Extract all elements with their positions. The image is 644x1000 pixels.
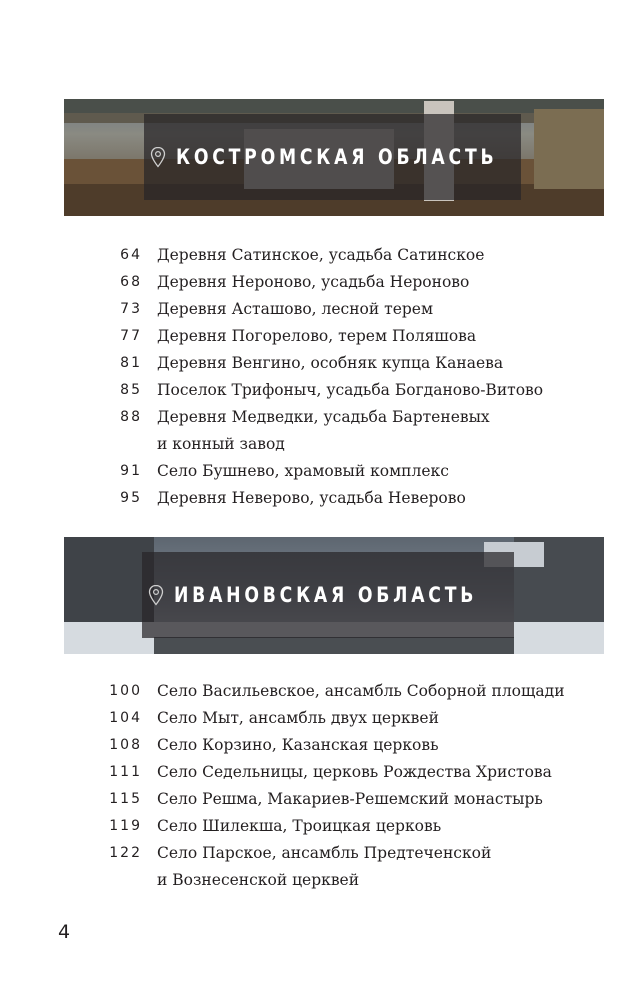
- toc-entry[interactable]: [0, 323, 644, 350]
- toc-entry[interactable]: [0, 242, 644, 269]
- entry-title-continuation: и Вознесенской церквей: [157, 871, 360, 889]
- toc-entry[interactable]: [0, 485, 644, 512]
- entry-page-number: 104: [109, 710, 142, 726]
- entry-title: Село Мыт, ансамбль двух церквей: [157, 709, 439, 727]
- entry-page-number: 115: [109, 791, 142, 807]
- toc-list-ivanovo: [0, 678, 644, 894]
- toc-entry[interactable]: [0, 759, 644, 786]
- entry-page-number: 77: [120, 328, 142, 344]
- location-pin-icon: [148, 584, 164, 606]
- toc-entry[interactable]: [0, 458, 644, 485]
- toc-entry[interactable]: [0, 296, 644, 323]
- toc-entry-continuation: [0, 431, 644, 458]
- entry-title: Деревня Венгино, особняк купца Канаева: [157, 354, 504, 372]
- toc-entry[interactable]: [0, 786, 644, 813]
- entry-page-number: 91: [120, 463, 142, 479]
- toc-entry[interactable]: [0, 350, 644, 377]
- entry-page-number: 122: [109, 845, 142, 861]
- section-banner-ivanovo: [64, 537, 604, 654]
- entry-title: Деревня Нероново, усадьба Нероново: [157, 273, 470, 291]
- entry-title-continuation: и конный завод: [157, 435, 285, 453]
- entry-page-number: 64: [120, 247, 142, 263]
- toc-entry[interactable]: [0, 377, 644, 404]
- entry-page-number: 68: [120, 274, 142, 290]
- entry-title: Село Бушнево, храмовый комплекс: [157, 462, 449, 480]
- entry-title: Село Шилекша, Троицкая церковь: [157, 817, 442, 835]
- entry-title: Деревня Сатинское, усадьба Сатинское: [157, 246, 485, 264]
- section-banner-kostroma: [64, 99, 604, 216]
- entry-title: Село Корзино, Казанская церковь: [157, 736, 439, 754]
- entry-page-number: 119: [109, 818, 142, 834]
- entry-title: Село Седельницы, церковь Рождества Христова: [157, 763, 552, 781]
- entry-title: Деревня Неверово, усадьба Неверово: [157, 489, 466, 507]
- location-pin-icon: [150, 146, 166, 168]
- toc-entry[interactable]: [0, 404, 644, 431]
- toc-entry[interactable]: [0, 269, 644, 296]
- entry-page-number: 111: [109, 764, 142, 780]
- section-title: ИВАНОВСКАЯ ОБЛАСТЬ: [174, 583, 478, 607]
- section-title-box: [144, 114, 521, 200]
- entry-page-number: 108: [109, 737, 142, 753]
- entry-title: Село Васильевское, ансамбль Соборной площади: [157, 682, 565, 700]
- page-number: 4: [58, 921, 71, 943]
- section-title-box: [142, 552, 514, 638]
- toc-entry[interactable]: [0, 840, 644, 867]
- entry-page-number: 88: [120, 409, 142, 425]
- entry-page-number: 85: [120, 382, 142, 398]
- entry-title: Поселок Трифоныч, усадьба Богданово-Витово: [157, 381, 544, 399]
- section-title: КОСТРОМСКАЯ ОБЛАСТЬ: [176, 145, 498, 169]
- entry-page-number: 95: [120, 490, 142, 506]
- entry-title: Село Решма, Макариев-Решемский монастырь: [157, 790, 543, 808]
- toc-entry[interactable]: [0, 813, 644, 840]
- entry-title: Деревня Погорелово, терем Поляшова: [157, 327, 477, 345]
- toc-entry-continuation: [0, 867, 644, 894]
- toc-entry[interactable]: [0, 705, 644, 732]
- toc-entry[interactable]: [0, 678, 644, 705]
- entry-page-number: 73: [120, 301, 142, 317]
- entry-title: Село Парское, ансамбль Предтеченской: [157, 844, 492, 862]
- toc-entry[interactable]: [0, 732, 644, 759]
- entry-title: Деревня Асташово, лесной терем: [157, 300, 434, 318]
- entry-page-number: 100: [109, 683, 142, 699]
- entry-page-number: 81: [120, 355, 142, 371]
- toc-list-kostroma: [0, 242, 644, 512]
- entry-title: Деревня Медведки, усадьба Бартеневых: [157, 408, 490, 426]
